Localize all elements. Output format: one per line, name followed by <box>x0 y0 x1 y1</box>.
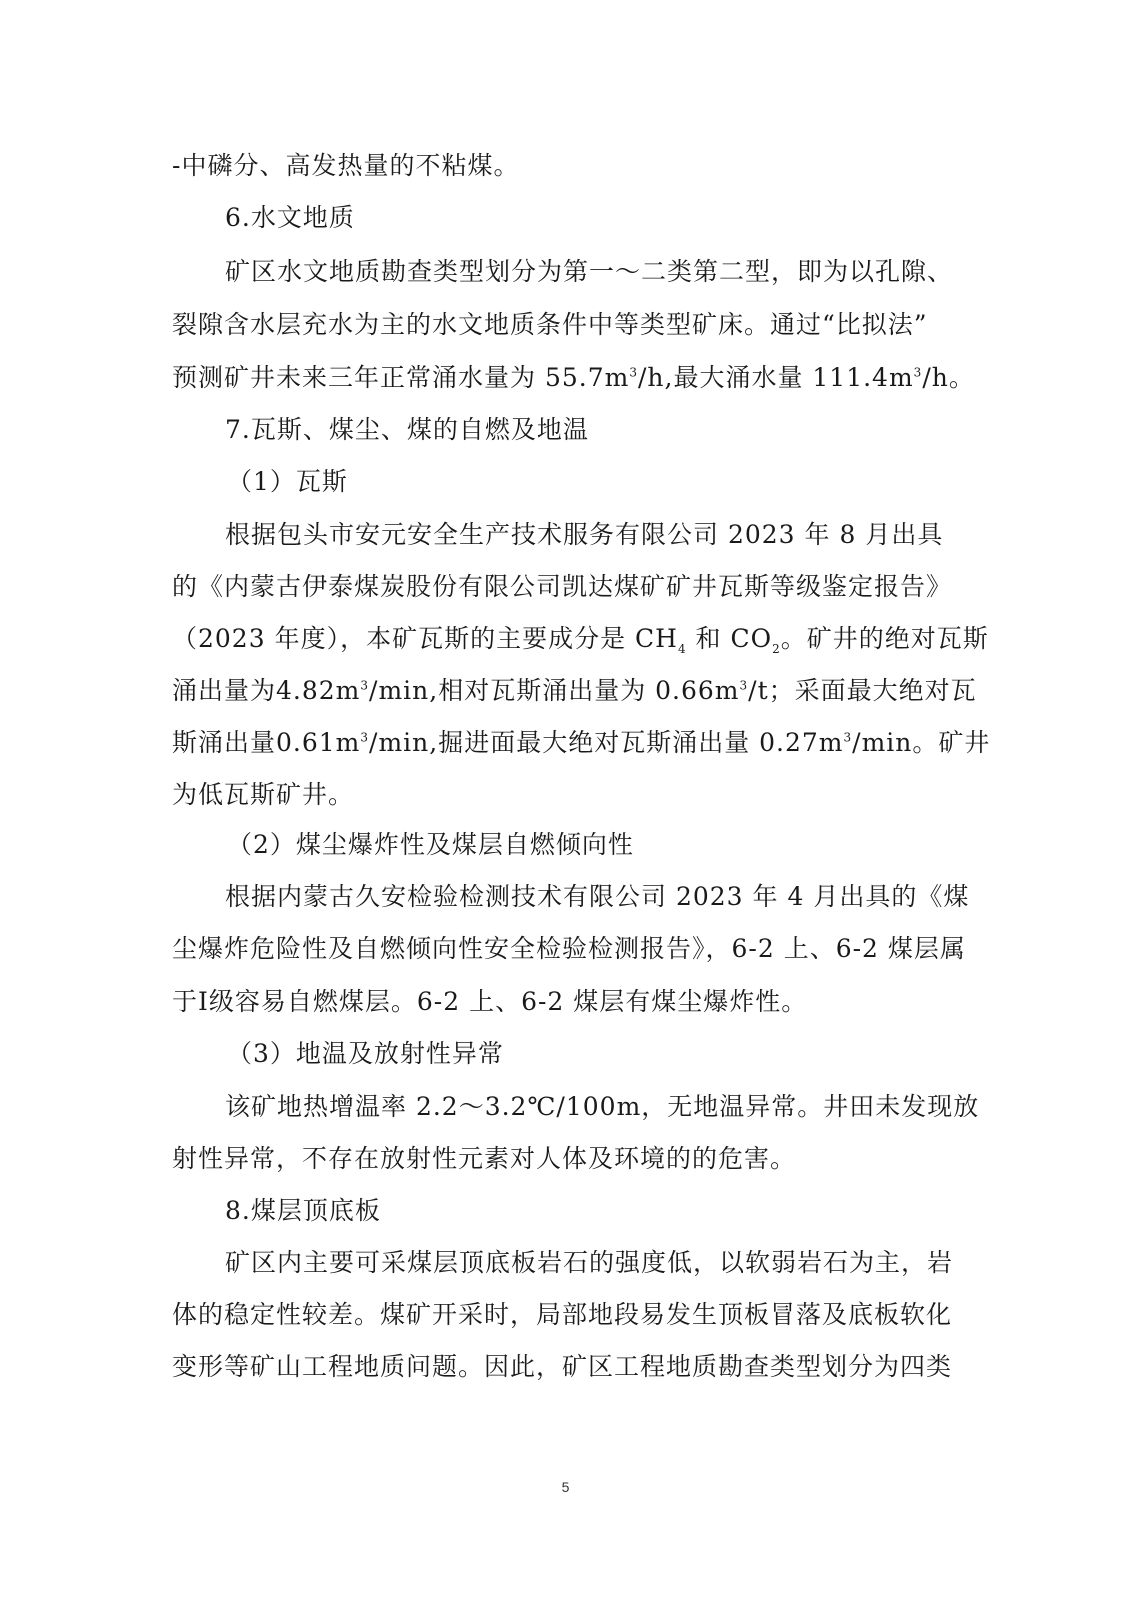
section-heading-roof-floor: 8.煤层顶底板 <box>225 1196 381 1225</box>
section-heading-gas-dust: 7.瓦斯、煤尘、煤的自燃及地温 <box>225 415 589 444</box>
paragraph-line: 裂隙含水层充水为主的水文地质条件中等类型矿床。通过“比拟法” <box>172 310 928 339</box>
subsection-heading-coal-dust: （2）煤尘爆炸性及煤层自燃倾向性 <box>227 830 634 859</box>
paragraph-line: 的《内蒙古伊泰煤炭股份有限公司凯达煤矿矿井瓦斯等级鉴定报告》 <box>172 572 953 601</box>
paragraph-line: 于Ⅰ级容易自燃煤层。6-2 上、6-2 煤层有煤尘爆炸性。 <box>172 987 808 1016</box>
page-number: 5 <box>561 1479 570 1495</box>
paragraph-line: 该矿地热增温率 2.2～3.2℃/100m，无地温异常。井田未发现放 <box>225 1092 980 1121</box>
section-heading-hydrogeology: 6.水文地质 <box>225 203 355 232</box>
paragraph-line: 预测矿井未来三年正常涌水量为 $55.7m^3/h$,最大涌水量 $111.4m^3/h$。 <box>172 363 975 392</box>
subsection-heading-geothermal: （3）地温及放射性异常 <box>227 1039 504 1068</box>
paragraph-line: 斯涌出量$0.61m^3/\min$,掘进面最大绝对瓦斯涌出量 $0.27m^3/\min$。矿井 <box>172 728 991 757</box>
subsection-heading-gas: （1）瓦斯 <box>227 467 348 496</box>
paragraph-line: 矿区内主要可采煤层顶底板岩石的强度低，以软弱岩石为主，岩 <box>225 1248 954 1277</box>
paragraph-line: 体的稳定性较差。煤矿开采时，局部地段易发生顶板冒落及底板软化 <box>172 1300 953 1329</box>
paragraph-line: 射性异常，不存在放射性元素对人体及环境的的危害。 <box>172 1144 797 1173</box>
paragraph-line: 矿区水文地质勘查类型划分为第一～二类第二型，即为以孔隙、 <box>225 257 954 286</box>
paragraph-line: 尘爆炸危险性及自燃倾向性安全检验检测报告》，6-2 上、6-2 煤层属 <box>172 934 966 963</box>
paragraph-line: 涌出量为$4.82m^3/\min$,相对瓦斯涌出量为 $0.66m^3/t$；采面最大绝对瓦 <box>172 676 977 705</box>
paragraph-line: 根据内蒙古久安检验检测技术有限公司 2023 年 4 月出具的《煤 <box>225 882 970 911</box>
paragraph-line: 为低瓦斯矿井。 <box>172 780 355 809</box>
paragraph-line: 根据包头市安元安全生产技术服务有限公司 2023 年 8 月出具 <box>225 520 944 549</box>
paragraph-line: （2023 年度），本矿瓦斯的主要成分是 $CH_4$ 和 $CO_2$。矿井的绝对瓦斯 <box>172 624 989 656</box>
paragraph-line: 变形等矿山工程地质问题。因此，矿区工程地质勘查类型划分为四类 <box>172 1352 953 1381</box>
paragraph-line: -中磷分、高发热量的不粘煤。 <box>172 151 520 180</box>
